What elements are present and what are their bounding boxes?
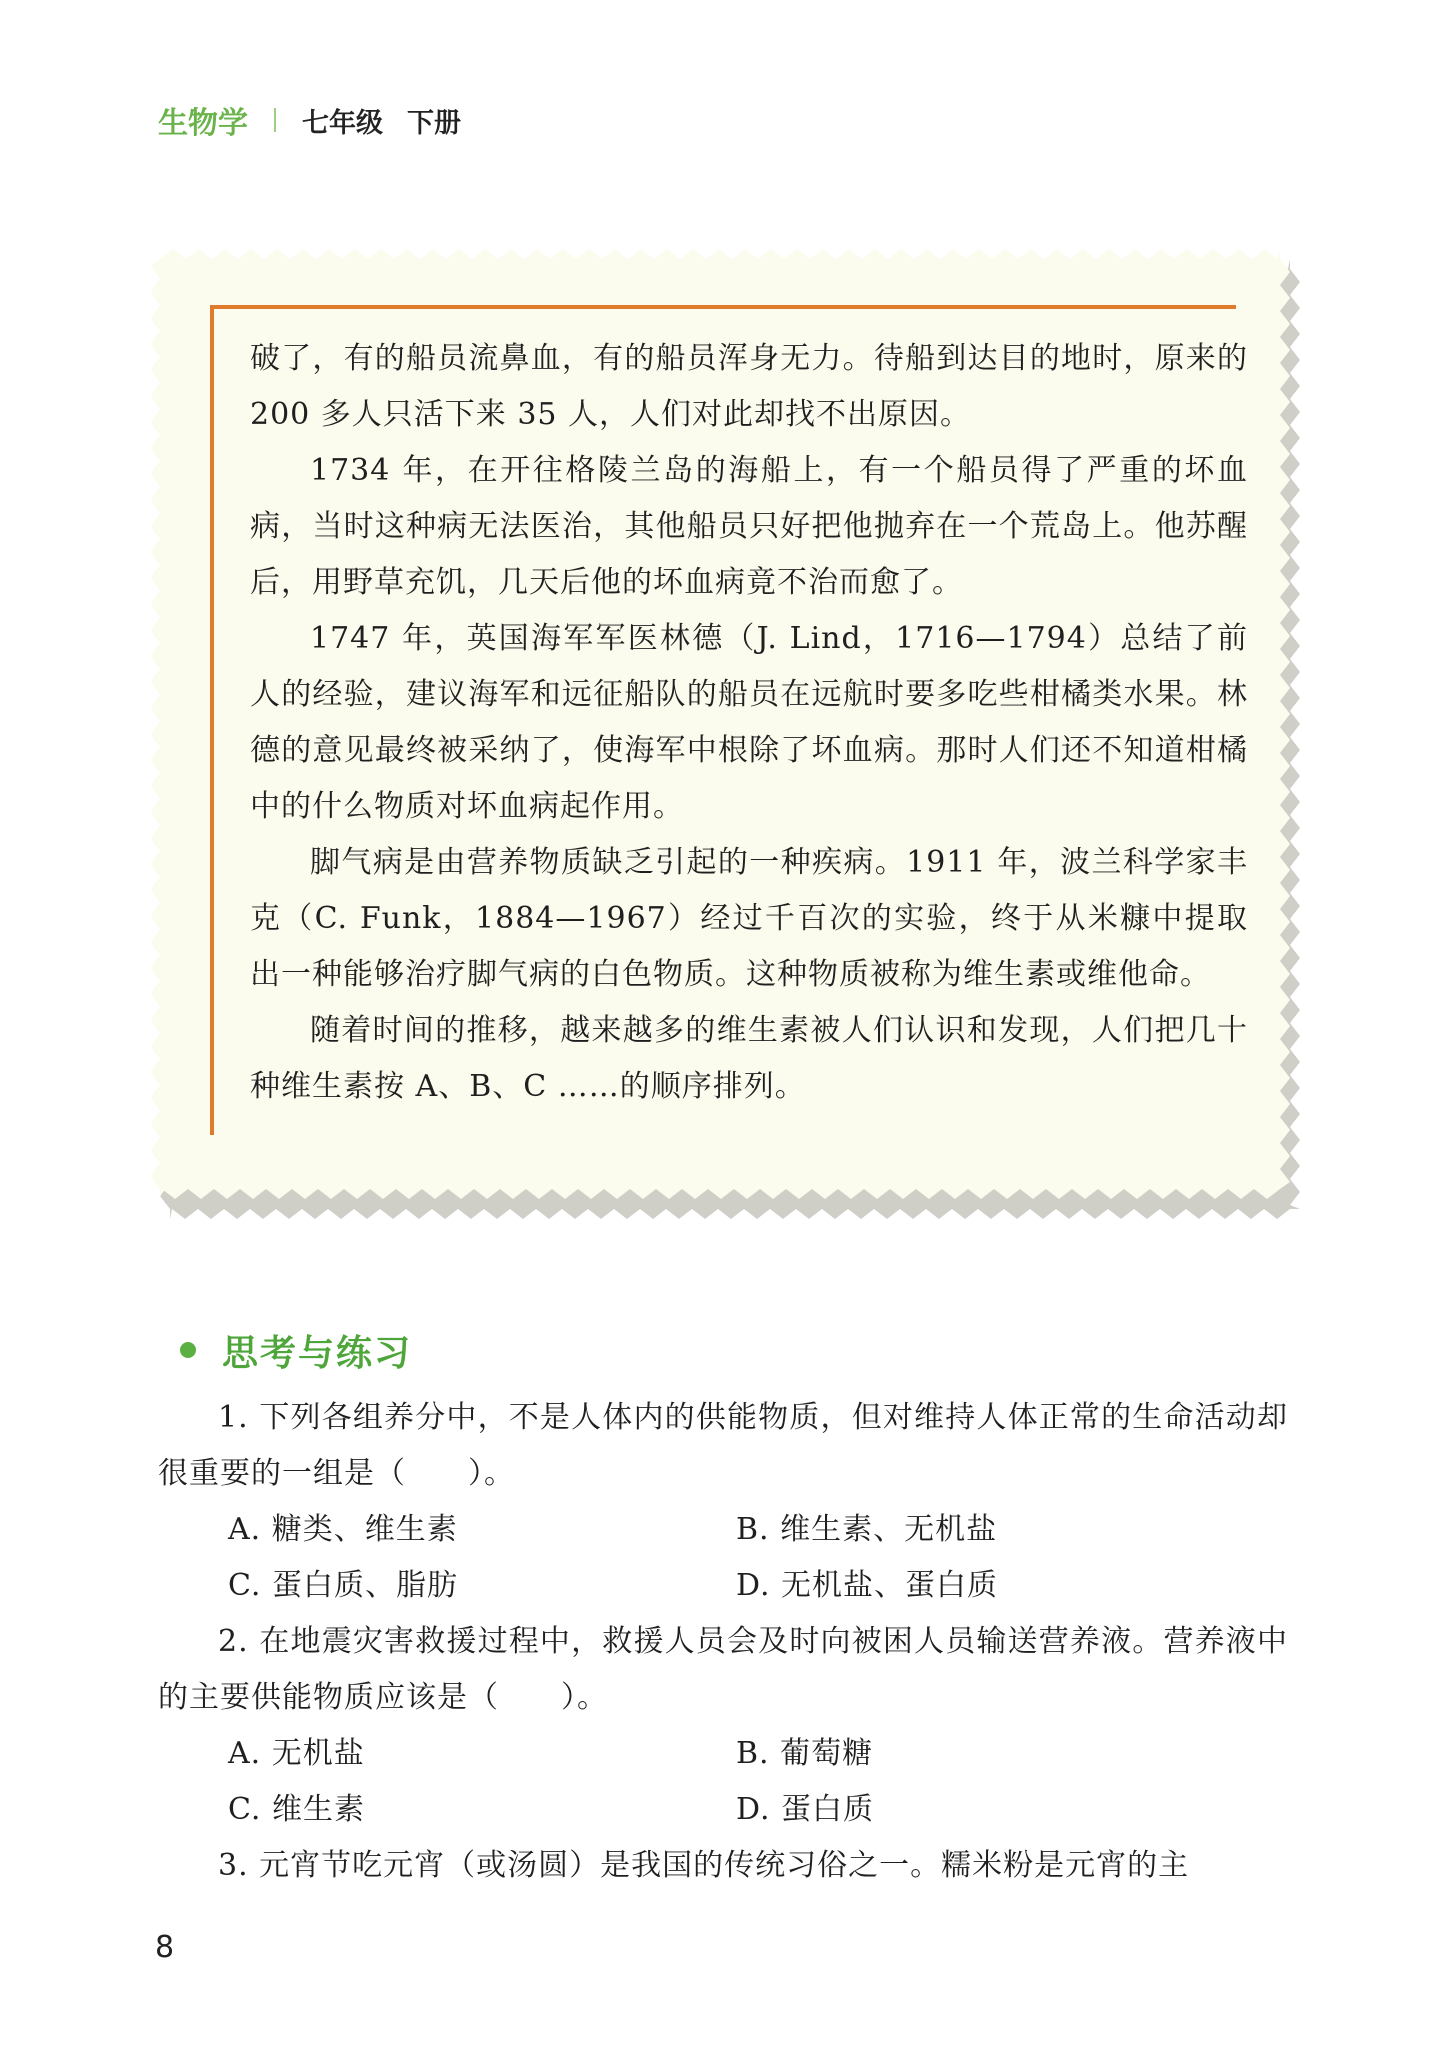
option-item: C. 维生素: [228, 1792, 365, 1827]
option-grid: [158, 1502, 1288, 1614]
option-item: A. 糖类、维生素: [228, 1512, 458, 1547]
question-text: 3. 元宵节吃元宵（或汤圆）是我国的传统习俗之一。糯米粉是元宵的主: [218, 1848, 1190, 1883]
subject-label: 生物学: [158, 106, 248, 141]
header-divider: [274, 108, 276, 132]
question-text: 1. 下列各组养分中，不是人体内的供能物质，但对维持人体正常的生命活动却很重要的一组是（ ）。: [158, 1400, 1288, 1491]
option-item: D. 蛋白质: [736, 1792, 875, 1827]
section-heading: [180, 1322, 412, 1378]
reading-paragraph: 1734 年，在开往格陵兰岛的海船上，有一个船员得了严重的坏血病，当时这种病无法医治，其他船员只好把他抛弃在一个荒岛上。他苏醒后，用野草充饥，几天后他的坏血病竟不治而愈了。: [250, 453, 1248, 600]
option-item: B. 葡萄糖: [736, 1736, 874, 1771]
option-item: D. 无机盐、蛋白质: [736, 1568, 999, 1603]
reading-paragraph: 随着时间的推移，越来越多的维生素被人们认识和发现，人们把几十种维生素按 A、B、C ……的顺序排列。: [250, 1013, 1248, 1104]
question-text: 2. 在地震灾害救援过程中，救援人员会及时向被困人员输送营养液。营养液中的主要供能物质应该是（ ）。: [158, 1624, 1288, 1715]
reading-paragraph: 脚气病是由营养物质缺乏引起的一种疾病。1911 年，波兰科学家丰克（C. Funk，1884—1967）经过千百次的实验，终于从米糠中提取出一种能够治疗脚气病的白色物质。这种物质被称为维生素或维他命。: [250, 845, 1248, 992]
reading-text: [250, 331, 1248, 1115]
section-title: 思考与练习: [222, 1332, 413, 1374]
reading-box: [152, 243, 1294, 1223]
grade-label: 七年级: [302, 107, 383, 139]
running-header: [158, 100, 461, 140]
reading-paragraph: 破了，有的船员流鼻血，有的船员浑身无力。待船到达目的地时，原来的 200 多人只活下来 35 人，人们对此却找不出原因。: [250, 341, 1248, 432]
exercise-list: [158, 1390, 1288, 1894]
page-number: 8: [155, 1930, 175, 1965]
option-item: B. 维生素、无机盐: [736, 1512, 998, 1547]
volume-label: 下册: [407, 107, 461, 139]
option-item: C. 蛋白质、脂肪: [228, 1568, 458, 1603]
bullet-dot-icon: [180, 1342, 196, 1358]
reading-paragraph: 1747 年，英国海军军医林德（J. Lind，1716—1794）总结了前人的经验，建议海军和远征船队的船员在远航时要多吃些柑橘类水果。林德的意见最终被采纳了，使海军中根除了坏血病。那时人们还不知道柑橘中的什么物质对坏血病起作用。: [250, 621, 1248, 824]
box-top-rule: [210, 305, 1236, 309]
box-left-rule: [210, 305, 214, 1135]
option-item: A. 无机盐: [228, 1736, 365, 1771]
option-grid: [158, 1726, 1288, 1838]
